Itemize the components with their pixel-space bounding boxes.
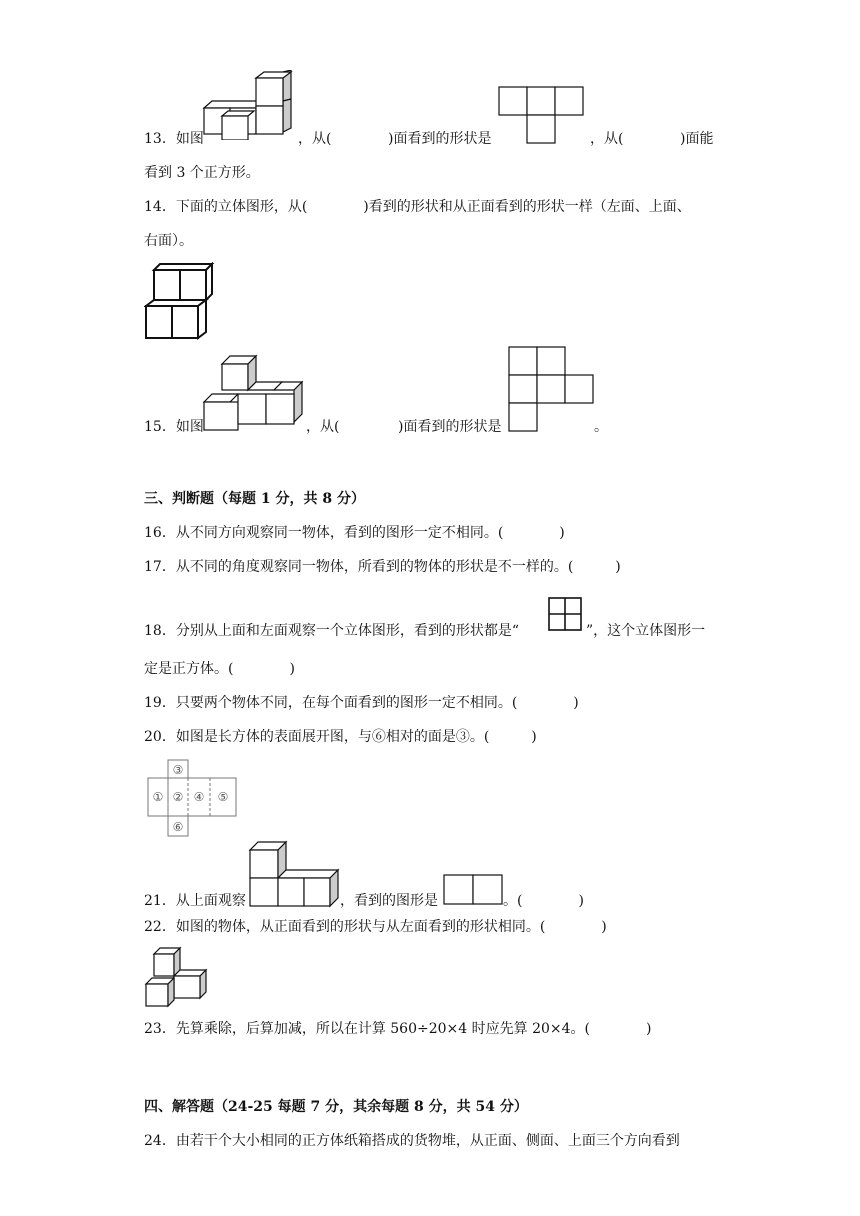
net-label-2: ② [172, 790, 184, 804]
q15-text-a: ，从( [306, 419, 340, 435]
q13-solid-figure [202, 70, 296, 140]
q21-solid-figure [248, 840, 340, 908]
section3-heading: 三、判断题（每题 1 分，共 8 分） [144, 491, 365, 507]
q15-prefix: 15．如图 [144, 419, 204, 435]
q15-end: 。 [594, 419, 608, 435]
q13-text-b: )面看到的形状是 [388, 131, 492, 147]
q18-line1-b: ”，这个立体图形一 [586, 623, 706, 639]
q19: 19．只要两个物体不同，在每个面看到的图形一定不相同。( ) [144, 695, 579, 711]
q18-line1-a: 18．分别从上面和左面观察一个立体图形，看到的形状都是“ [144, 623, 519, 639]
q13-text-d: )面能 [680, 131, 714, 147]
q14-line1: 14．下面的立体图形，从( )看到的形状和从正面看到的形状一样（左面、上面、 [144, 199, 691, 215]
net-label-3: ③ [172, 763, 184, 777]
q15-solid-figure [202, 352, 304, 432]
q16: 16．从不同方向观察同一物体，看到的图形一定不相同。( ) [144, 525, 565, 541]
q18-grid-shape [547, 596, 583, 632]
q13-prefix: 13．如图 [144, 131, 204, 147]
q13-line2: 看到 3 个正方形。 [144, 165, 260, 181]
q21-text-a: ，看到的图形是 [340, 893, 438, 909]
net-label-4: ④ [193, 790, 205, 804]
net-label-6: ⑥ [172, 820, 184, 834]
q21-view-shape [443, 874, 503, 906]
q14-line2: 右面）。 [144, 233, 193, 249]
q13-text-c: ，从( [590, 131, 624, 147]
q21-end: 。( ) [503, 893, 584, 909]
q20-net-figure [146, 758, 238, 838]
section4-heading: 四、解答题（24-25 每题 7 分，其余每题 8 分，共 54 分） [144, 1099, 528, 1115]
q14-solid-figure [144, 262, 216, 340]
q20: 20．如图是长方体的表面展开图，与⑥相对的面是③。( ) [144, 729, 537, 745]
q21-prefix: 21．从上面观察 [144, 893, 246, 909]
net-label-1: ① [152, 790, 164, 804]
q18-line2: 定是正方体。( ) [144, 661, 295, 677]
q15-text-b: )面看到的形状是 [398, 419, 502, 435]
q13-text-a: ，从( [298, 131, 332, 147]
net-label-5: ⑤ [217, 790, 229, 804]
q22: 22．如图的物体，从正面看到的形状与从左面看到的形状相同。( ) [144, 919, 607, 935]
q15-view-shape [508, 346, 596, 434]
q23: 23．先算乘除，后算加减，所以在计算 560÷20×4 时应先算 20×4。( ) [144, 1021, 652, 1037]
q24: 24．由若干个大小相同的正方体纸箱搭成的货物堆，从正面、侧面、上面三个方向看到 [144, 1133, 680, 1149]
q17: 17．从不同的角度观察同一物体，所看到的物体的形状是不一样的。( ) [144, 559, 621, 575]
q13-view-shape [498, 86, 586, 144]
q22-solid-figure [144, 946, 208, 1008]
